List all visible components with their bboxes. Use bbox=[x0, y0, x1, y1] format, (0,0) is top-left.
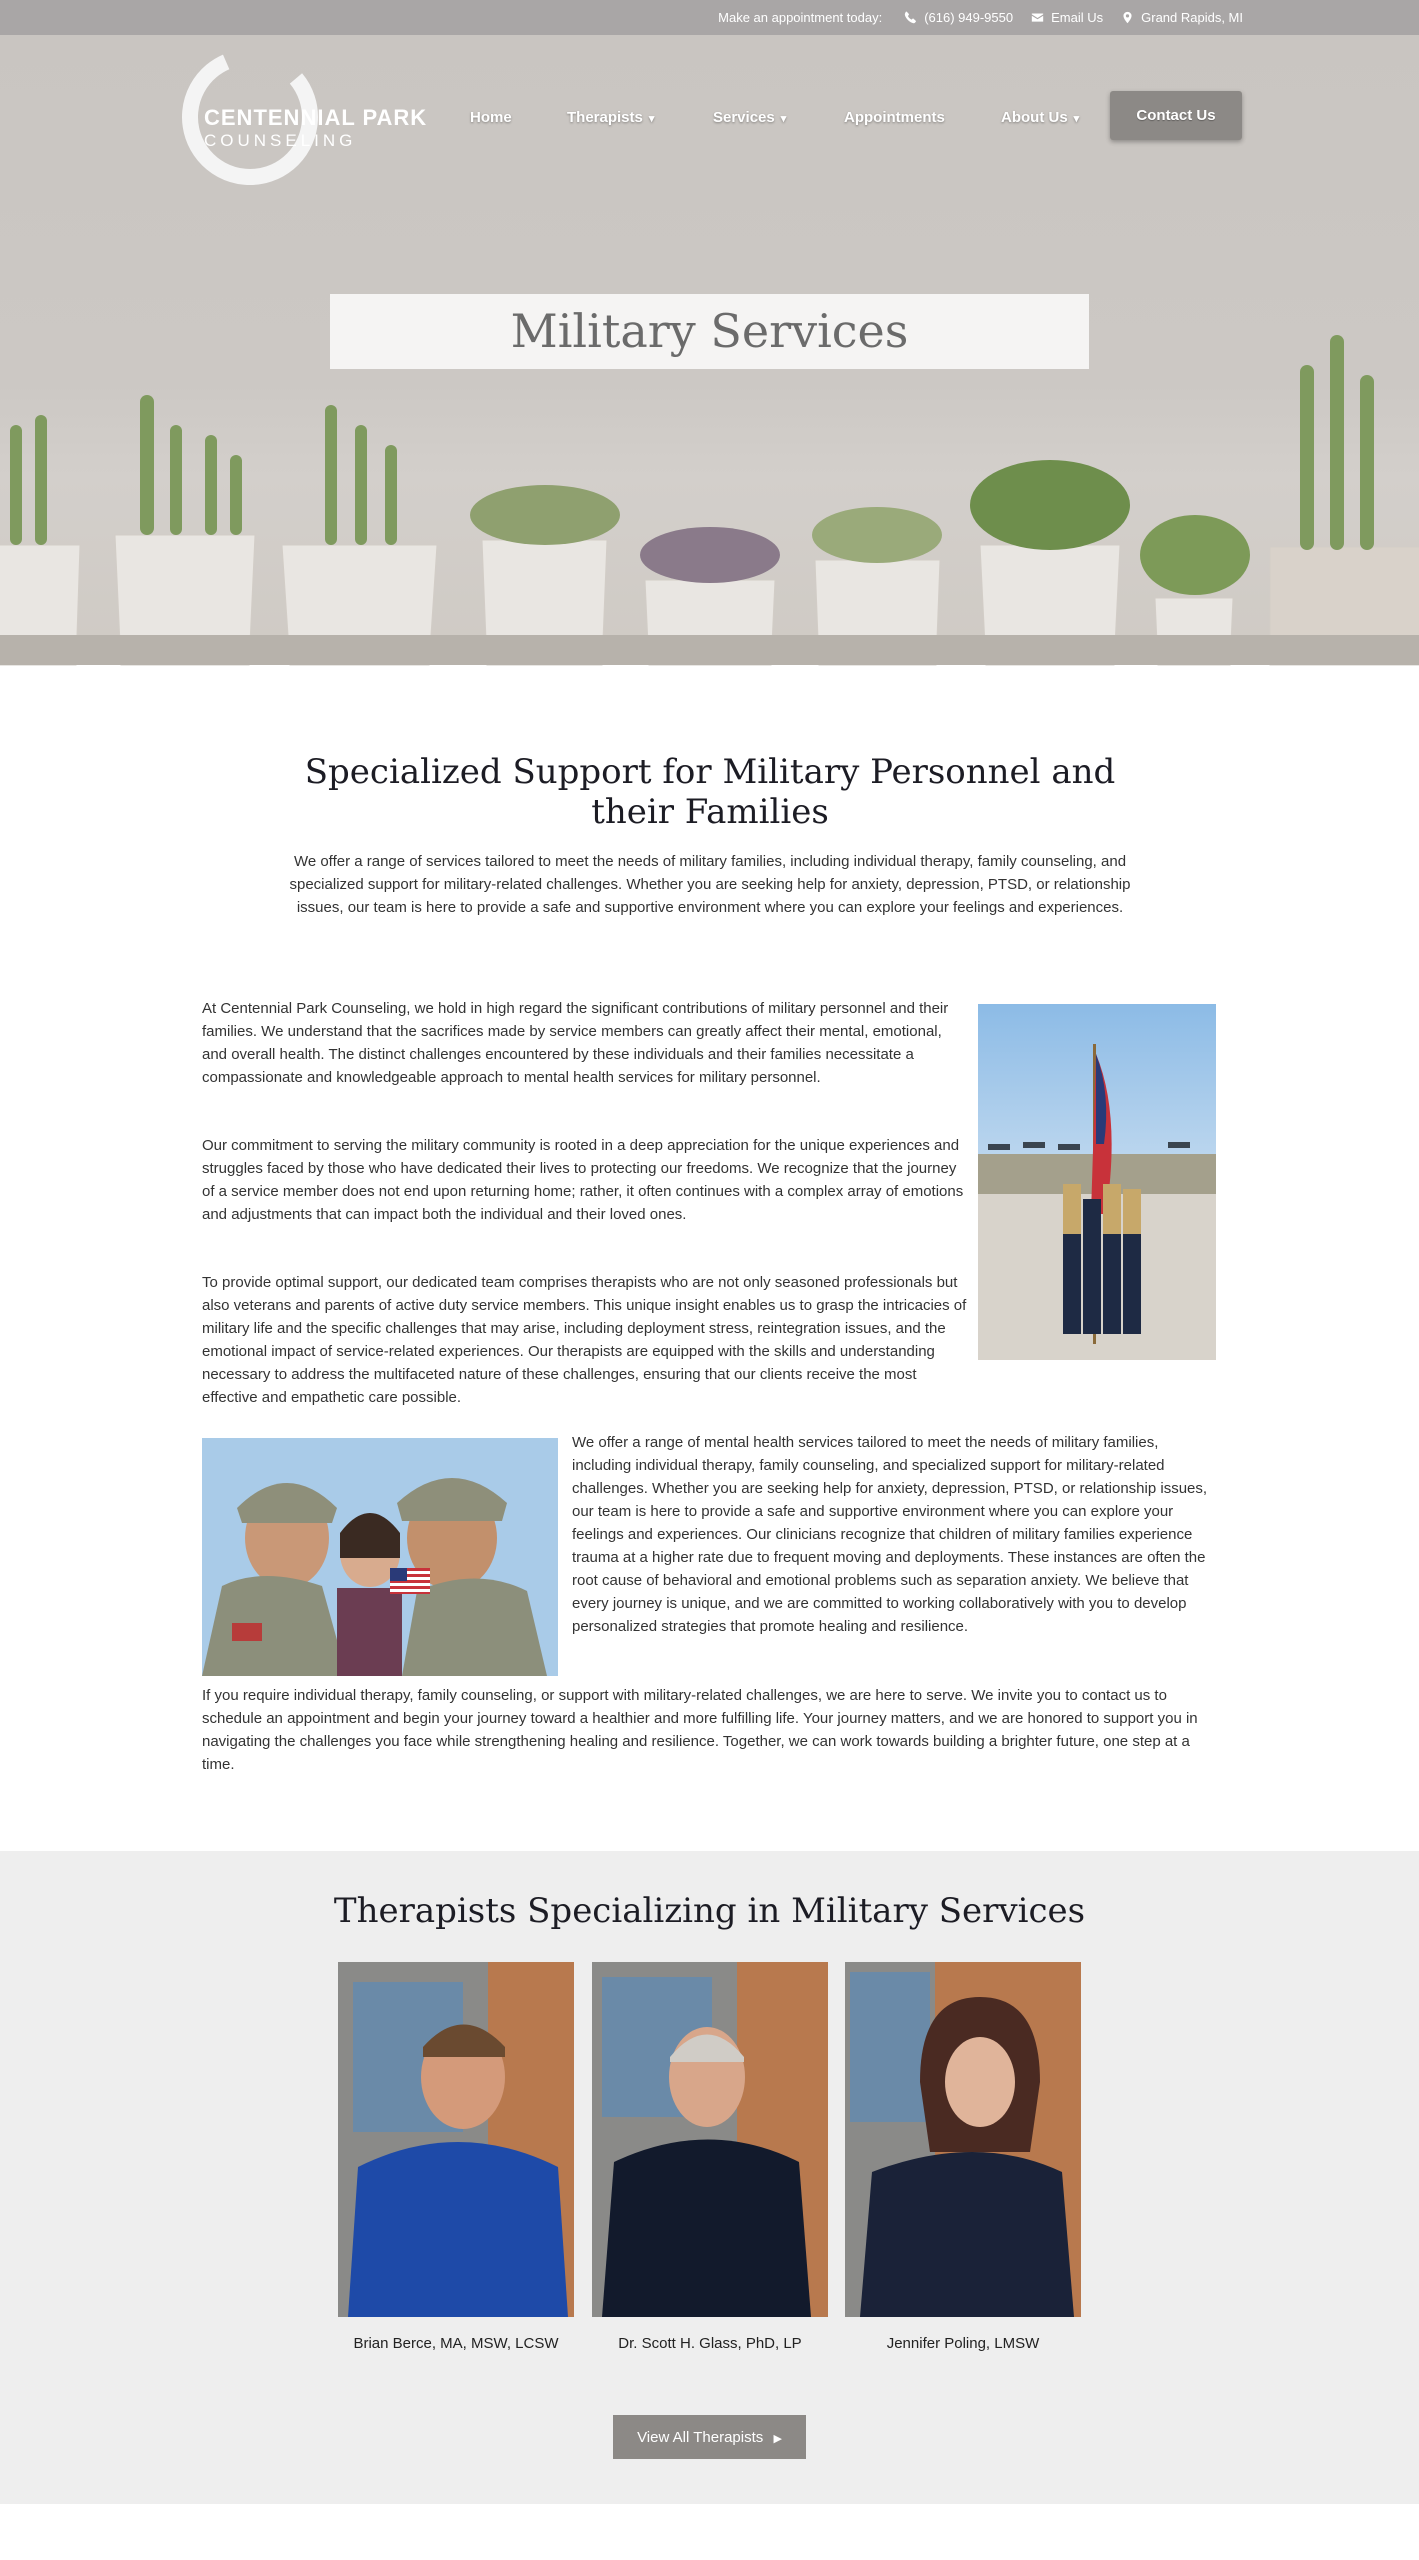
content-paragraph-2: Our commitment to serving the military community is rooted in a deep appreciation for the unique experiences and struggles faced by those who have dedicated their lives to protecting our freedoms. We recognize that the journey of a service member does not end upon returning home; rather, it often continues with a complex array of emotions and adjustments that can impact both the individual and their loved ones. bbox=[202, 1137, 964, 1223]
nav-about[interactable]: About Us ▾ bbox=[1001, 109, 1080, 126]
chevron-down-icon: ▾ bbox=[780, 113, 787, 125]
appointment-label: Make an appointment today: bbox=[718, 10, 883, 25]
email-label: Email Us bbox=[1051, 10, 1104, 25]
therapist-photo[interactable] bbox=[845, 1962, 1081, 2317]
therapists-section bbox=[0, 1851, 1419, 2504]
hero-title: Military Services bbox=[330, 294, 1089, 369]
military-family-image bbox=[202, 1438, 558, 1676]
therapist-card[interactable] bbox=[592, 1962, 828, 2352]
content-paragraph-3: To provide optimal support, our dedicated team comprises therapists who are not only seasoned professionals but also veterans and parents of active duty service members. This unique insight enables us to grasp the intricacies of military life and the specific challenges that may arise, including deployment stress, reintegration issues, and the emotional impact of service-related experiences. Our therapists are equipped with the skills and understanding necessary to address the multifaceted nature of these challenges, ensuring that our clients receive the most effective and empathetic care possible. bbox=[202, 1274, 967, 1406]
military-color-guard-image bbox=[978, 1004, 1216, 1360]
content-paragraph-1: At Centennial Park Counseling, we hold in high regard the significant contributions of military personnel and their families. We understand that the sacrifices made by service members can greatly affect their mental, emotional, and overall health. The distinct challenges encountered by these individuals and their families necessitate a compassionate and knowledgeable approach to mental health services for military personnel. bbox=[202, 1000, 949, 1086]
location-link[interactable] bbox=[1121, 10, 1243, 25]
phone-link[interactable] bbox=[904, 10, 1013, 25]
therapist-name[interactable]: Jennifer Poling, LMSW bbox=[886, 2335, 1040, 2352]
therapist-photo[interactable] bbox=[338, 1962, 574, 2317]
email-link[interactable] bbox=[1031, 10, 1103, 25]
phone-number: (616) 949-9550 bbox=[924, 10, 1014, 25]
logo-line2: COUNSELING bbox=[204, 131, 357, 150]
nav-home[interactable]: Home bbox=[470, 109, 512, 126]
view-all-therapists-button[interactable]: View All Therapists ▶ bbox=[613, 2415, 806, 2459]
nav-appointments[interactable]: Appointments bbox=[844, 109, 945, 126]
logo-line1: CENTENNIAL PARK bbox=[204, 105, 428, 130]
therapist-name[interactable]: Dr. Scott H. Glass, PhD, LP bbox=[618, 2335, 802, 2352]
shelf bbox=[0, 635, 1419, 665]
content-paragraph-4: We offer a range of mental health services tailored to meet the needs of military families, including individual therapy, family counseling, and specialized support for military-related challenges. Whether you are seeking help for anxiety, depression, PTSD, or relationship issues, our team is here to provide a safe and supportive environment where you can explore your feelings and experiences. Our clinicians recognize that children of military families experience trauma at a higher rate due to frequent moving and deployments. These instances are often the root cause of behavioral and emotional problems such as separation anxiety. We believe that every journey is unique, and we are committed to working collaboratively with you to develop personalized strategies that promote healing and resilience. bbox=[572, 1434, 1208, 1635]
map-pin-icon bbox=[1121, 11, 1134, 24]
top-bar bbox=[0, 0, 1419, 35]
nav-therapists[interactable]: Therapists ▾ bbox=[567, 109, 655, 126]
therapist-name[interactable]: Brian Berce, MA, MSW, LCSW bbox=[353, 2335, 559, 2352]
content-paragraph-5: If you require individual therapy, family counseling, or support with military-related challenges, we are here to serve. We invite you to contact us to schedule an appointment and begin your journey toward a healthier and more fulfilling life. Your journey matters, and we are honored to support you in navigating the challenges you face while strengthening healing and resilience. Together, we can work towards building a brighter future, one step at a time. bbox=[202, 1687, 1198, 1773]
envelope-icon bbox=[1031, 11, 1044, 24]
chevron-down-icon: ▾ bbox=[648, 113, 655, 125]
intro-heading: Specialized Support for Military Personnel and their Families bbox=[304, 752, 1116, 832]
location-text: Grand Rapids, MI bbox=[1141, 10, 1243, 25]
therapists-heading: Therapists Specializing in Military Services bbox=[333, 1891, 1086, 1931]
nav-services[interactable]: Services ▾ bbox=[713, 109, 787, 126]
therapist-card[interactable] bbox=[845, 1962, 1081, 2352]
chevron-down-icon: ▾ bbox=[1073, 113, 1080, 125]
therapist-photo[interactable] bbox=[592, 1962, 828, 2317]
therapist-card[interactable] bbox=[338, 1962, 574, 2352]
phone-icon bbox=[904, 11, 917, 24]
contact-us-button[interactable]: Contact Us bbox=[1110, 91, 1242, 140]
caret-right-icon: ▶ bbox=[773, 2432, 782, 2445]
intro-text: We offer a range of services tailored to meet the needs of military families, including individual therapy, family counseling, and specialized support for military-related challenges. Whether you are seeking help for anxiety, depression, PTSD, or relationship issues, our team is here to provide a safe and supportive environment where you can explore your feelings and experiences. bbox=[289, 853, 1131, 916]
